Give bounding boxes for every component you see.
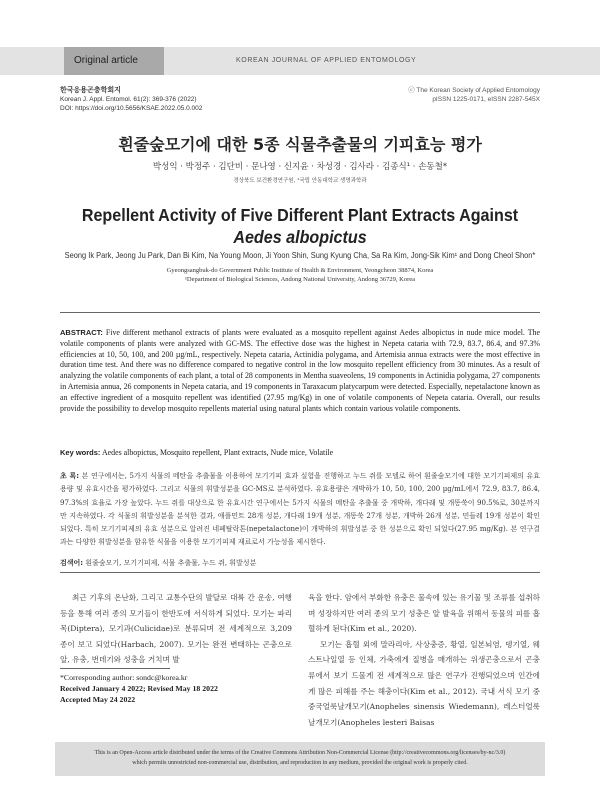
title-korean: 흰줄숲모기에 대한 5종 식물추출물의 기피효능 평가 bbox=[118, 135, 482, 154]
title-english bbox=[24, 204, 576, 248]
authors-english: Seong Ik Park, Jeong Ju Park, Dan Bi Kim, Na Young Moon, Ji Yoon Shin, Sung Kyung Cha, Sa Ra Kim, Jong-Sik Kim¹ and Dong Cheol Shon* bbox=[64, 251, 536, 260]
section-divider bbox=[60, 312, 540, 313]
corresponding-info bbox=[60, 672, 292, 705]
license-box bbox=[55, 742, 545, 776]
keywords-english bbox=[60, 448, 540, 457]
authors-korean: 박성익 · 박정주 · 김단비 · 문나영 · 신지윤 · 차성경 · 김사라 · 김종식¹ · 손동철* bbox=[152, 162, 448, 172]
article-type-tab: Original article bbox=[64, 47, 164, 75]
corresponding-author: *Corresponding author: sondc@korea.kr bbox=[60, 673, 188, 682]
copyright-line: ⓒ The Korean Society of Applied Entomology bbox=[408, 87, 540, 94]
keywords-korean-label: 검색어: bbox=[60, 559, 84, 567]
title-english-main: Repellent Activity of Five Different Plant Extracts Against bbox=[81, 205, 519, 225]
abstract-text: Five different methanol extracts of plants were evaluated as a mosquito repellent against Aedes albopictus in nude mice model. The volatile components of plants were analyzed with GC-MS. The effective dose was the highest in Nepeta cataria with 72.9, 83.7, 86.4, and 97.3% efficiencies at 10, 50, 100, and 200 µg/mL, respectively. Nepeta cataria, Actinidia polygama, and Artemisia annua extracts were the most effective in duration time test. And there was no difference compared to negative control in the low mosquito repellent efficiency from 30 minutes. As a result of analyzing the volatile components of each plant, a total of 28 components in Mentha suaveolens, 19 components in Actinidia polygama, 27 components in Artemisia annua, 26 components in Nepeta cataria, and 19 components in Taraxacum platycarpum were detected. Especially, nepetalactone known as an effective ingredient of a mosquito repellent was identified (27.95 mg/Kg) in one of volatile components of Nepeta cataria. Overall, our results provide the possibility to develop mosquito repellents material using natural plants which contain various volatile components. bbox=[60, 328, 540, 413]
affiliation-korean: 경상북도 보건환경연구원, ¹국립 안동대학교 생명과학과 bbox=[233, 178, 367, 184]
affiliation-english-1: Gyeongsangbuk-do Government Public Institute of Health & Environment, Yeongcheon 38874, Korea bbox=[166, 267, 434, 274]
issn-line: pISSN 1225-0171, eISSN 2287-545X bbox=[432, 96, 540, 103]
abstract-label: ABSTRACT: bbox=[60, 328, 103, 337]
received-date: Received January 4 2022; Revised May 18 2022 bbox=[60, 684, 218, 693]
body-paragraph: 육을 한다. 암에서 부화한 유충은 물속에 있는 유기물 및 조류를 섭취하며 성장하지만 여러 종의 모기 성충은 알 발육을 위해서 동물의 피를 흡혈하게 된다(Kim et al., 2020). bbox=[308, 593, 540, 634]
doi-link[interactable]: DOI: https://doi.org/10.5656/KSAE.2022.05.0.002 bbox=[60, 105, 203, 112]
license-line-1: This is an Open-Access article distributed under the terms of the Creative Commons Attribution Non-Commercial License (http://creativecommons.org/licenses/by-nc/3.0) bbox=[94, 750, 506, 756]
keywords-korean-text: 흰줄숲모기, 모기기피제, 식물 추출물, 누드 쥐, 휘발성분 bbox=[83, 559, 257, 567]
license-line-2: which permits unrestricted non-commercial use, distribution, and reproduction in any medium, provided the original work is properly cited. bbox=[132, 760, 468, 766]
journal-name-korean: 한국응용곤충학회지 bbox=[60, 87, 121, 94]
citation-line: Korean J. Appl. Entomol. 61(2): 369-376 (2022) bbox=[60, 96, 197, 103]
body-column-right bbox=[308, 590, 540, 730]
journal-header-bar bbox=[0, 47, 600, 75]
abstract-korean-label: 초 록: bbox=[60, 472, 80, 480]
abstract-english bbox=[60, 328, 540, 414]
body-paragraph: 모기는 흡혈 외에 말라리아, 사상충증, 황열, 일본뇌염, 뎅기열, 웨스트나일열 등 인체, 가축에게 질병을 매개하는 위생곤충으로서 곤충류에서 보기 드물게 전 세계적으로 많은 연구가 진행되었으며 인간에게 많은 피해를 주는 해충이다(Kim et al., 2012). 국내 서식 모기 중 중국얼룩날개모기(Anopheles sinensis Wiedemann), 레스터얼룩날개모기(Anopheles lesteri Baisas bbox=[308, 639, 540, 727]
title-english-species: Aedes albopictus bbox=[233, 227, 367, 247]
affiliations-english bbox=[0, 266, 600, 284]
journal-name: KOREAN JOURNAL OF APPLIED ENTOMOLOGY bbox=[236, 57, 417, 64]
section-divider-2 bbox=[60, 572, 540, 573]
citation-block bbox=[60, 86, 202, 113]
keywords-label: Key words: bbox=[60, 448, 101, 457]
abstract-korean-text: 본 연구에서는, 5가지 식물의 메탄올 추출물을 이용하여 모기기피 효과 실험을 진행하고 누드 쥐를 모델로 하여 흰줄숲모기에 대한 모기기피제의 유효용량 및 유효시간을 평가하였다. 그리고 식물의 휘발성분을 GC-MS로 분석하였다. 유효용량은 개박하가 10, 50, 100, 200 µg/mL에서 72.9, 83.7, 86.4, 97.3%의 효율로 가장 높았다. 누드 쥐를 대상으로 한 유효시간 연구에서는 5가지 식물의 메탄올 추출물 중 개박하, 개다래 및 개똥쑥이 90.5%로, 30분까지만 지속하였다. 각 식물의 휘발성분을 분석한 결과, 애플민트 28개 성분, 개다래 19개 성분, 개똥쑥 27개 성분, 개박하 26개 성분, 민들레 19개 성분이 확인 되었다. 특히 모기기피제의 유효 성분으로 알려진 네페탈락톤(nepetalactone)이 개박하의 휘발성분 중 한 성분으로 확인 되었다(27.95 mg/Kg). 본 연구결과는 다양한 휘발성분을 함유한 식물을 이용한 모기기피제 재료로서 가능성을 제시한다. bbox=[60, 472, 540, 547]
affiliation-english-2: ¹Department of Biological Sciences, Andong National University, Andong 36729, Korea bbox=[184, 276, 416, 283]
copyright-block bbox=[408, 86, 540, 104]
footnote-divider bbox=[60, 668, 170, 669]
body-column-left: 최근 기후의 온난화, 그리고 교통수단의 발달로 대륙 간 운송, 여행 등을 통해 여러 종의 모기들이 한반도에 서식하게 되었다. 모기는 파리목(Diptera), 모기과(Culicidae)로 분류되며 전 세계적으로 3,209 종이 보고 되었다(Harbach, 2007). 모기는 완전 변태하는 곤충으로 알, 유충, 번데기와 성충을 거치며 발 bbox=[60, 593, 292, 665]
keywords-text: Aedes albopictus, Mosquito repellent, Plant extracts, Nude mice, Volatile bbox=[100, 448, 334, 457]
accepted-date: Accepted May 24 2022 bbox=[60, 695, 136, 704]
abstract-korean bbox=[60, 470, 540, 550]
keywords-korean bbox=[60, 558, 540, 568]
